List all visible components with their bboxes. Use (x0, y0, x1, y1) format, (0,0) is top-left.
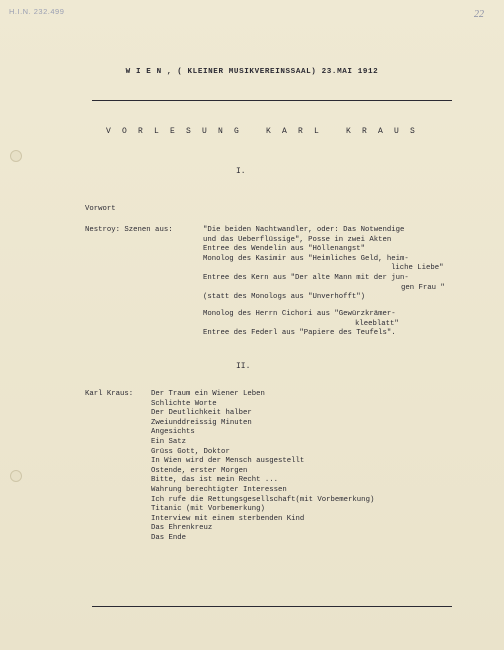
kraus-line: Schlichte Worte (151, 399, 217, 408)
nestroy-line: kleeblatt" (355, 319, 399, 328)
nestroy-line: (statt des Monologs aus "Unverhofft") (203, 293, 366, 302)
page-title: V O R L E S U N G K A R L K R A U S (106, 127, 419, 136)
archive-stamp: H.I.N. 232.499 (9, 7, 65, 16)
kraus-label: Karl Kraus: (85, 390, 134, 398)
nestroy-label: Nestroy: Szenen aus: (85, 226, 173, 234)
kraus-line: Das Ende (151, 534, 187, 542)
kraus-line: In Wien wird der Mensch ausgestellt (151, 457, 305, 466)
nestroy-line: Monolog des Kasimir aus "Heimliches Geld, heim- (203, 254, 409, 263)
nestroy-line: "Die beiden Nachtwandler, oder: Das Notwendige (203, 226, 405, 234)
vorwort-label: Vorwort (85, 205, 116, 213)
kraus-line: Der Deutlichkeit halber (151, 409, 252, 418)
section-1-heading: I. (236, 167, 246, 176)
punch-hole (10, 150, 22, 162)
section-2-heading: II. (236, 362, 251, 371)
nestroy-line: gen Frau " (401, 283, 445, 292)
nestroy-line: Entree des Kern aus "Der alte Mann mit der jun- (203, 274, 409, 282)
kraus-line: Bitte, das ist mein Recht ... (151, 476, 278, 485)
top-rule (92, 100, 452, 101)
bottom-rule (92, 606, 452, 607)
kraus-line: Der Traum ein Wiener Leben (151, 390, 265, 398)
event-header: W I E N , ( KLEINER MUSIKVEREINSSAAL) 23.MAI 1912 (125, 68, 379, 76)
nestroy-line: Monolog des Herrn Cichori aus "Gewürzkrämer- (203, 310, 396, 318)
punch-hole (10, 470, 22, 482)
kraus-line: Interview mit einem sterbenden Kind (151, 514, 305, 523)
kraus-line: Wahrung berechtigter Interessen (151, 486, 287, 494)
kraus-line: Ostende, erster Morgen (151, 466, 248, 475)
kraus-line: Grüss Gott, Doktor (151, 447, 230, 456)
nestroy-line: liche Liebe" (391, 264, 444, 273)
kraus-line: Titanic (mit Vorbemerkung) (151, 505, 265, 514)
kraus-line: Das Ehrenkreuz (151, 524, 213, 533)
kraus-line: Ich rufe die Rettungsgesellschaft(mit Vorbemerkung) (151, 495, 375, 504)
nestroy-line: Entree des Federl aus "Papiere des Teufels". (203, 329, 396, 338)
kraus-line: Zweiunddreissig Minuten (151, 418, 252, 427)
page-number: 22 (474, 9, 484, 20)
kraus-line: Angesichts (151, 428, 195, 437)
nestroy-line: Entree des Wendelin aus "Höllenangst" (203, 245, 366, 254)
nestroy-line: und das Ueberflüssige", Posse in zwei Akten (203, 235, 392, 244)
kraus-line: Ein Satz (151, 438, 187, 446)
